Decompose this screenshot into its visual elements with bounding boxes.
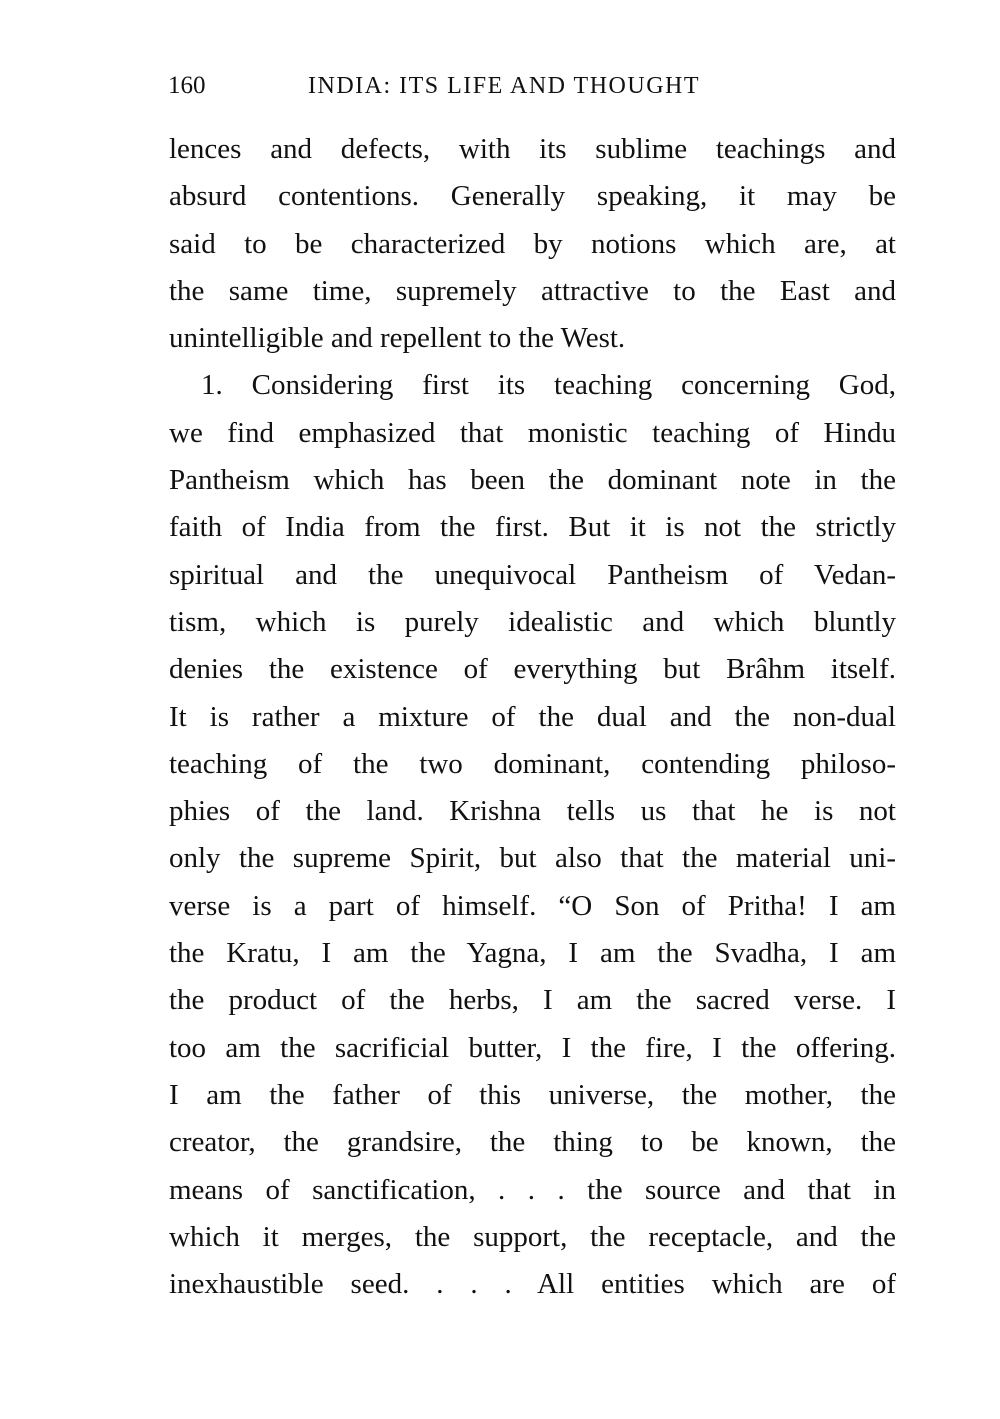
paragraph-continuation <box>169 126 896 362</box>
page-header <box>168 70 728 102</box>
text-line: absurd contentions. Generally speaking, it may be <box>169 180 896 213</box>
text-line: faith of India from the first. But it is not the strictly <box>169 511 896 544</box>
text-line: said to be characterized by notions which are, at <box>169 227 896 260</box>
text-line: we find emphasized that monistic teaching of Hindu <box>169 416 896 449</box>
text-line: denies the existence of everything but Brâhm itself. <box>169 653 896 686</box>
text-line: the Kratu, I am the Yagna, I am the Svadha, I am <box>169 937 896 970</box>
text-line: 1. Considering first its teaching concerning God, <box>201 369 896 402</box>
text-line: spiritual and the unequivocal Pantheism of Vedan- <box>169 558 896 591</box>
page-number: 160 <box>168 72 206 99</box>
text-line: Pantheism which has been the dominant note in the <box>169 464 896 497</box>
text-line: the same time, supremely attractive to the East and <box>169 274 896 307</box>
text-line: lences and defects, with its sublime teachings and <box>169 133 896 165</box>
text-line: too am the sacrificial butter, I the fire, I the offering. <box>169 1031 896 1064</box>
running-title: INDIA: ITS LIFE AND THOUGHT <box>308 73 701 99</box>
text-line: It is rather a mixture of the dual and the non-dual <box>169 700 896 733</box>
text-line: means of sanctification, . . . the source and that in <box>169 1173 896 1206</box>
text-line: creator, the grandsire, the thing to be known, the <box>169 1126 896 1159</box>
paragraph-section-1 <box>169 362 896 1308</box>
body-text <box>169 126 896 1308</box>
text-line: the product of the herbs, I am the sacred verse. I <box>169 984 896 1017</box>
text-line: tism, which is purely idealistic and which bluntly <box>169 605 896 638</box>
text-line: inexhaustible seed. . . . All entities which are of <box>169 1268 896 1301</box>
text-line: verse is a part of himself. “O Son of Pritha! I am <box>169 889 896 922</box>
text-line: which it merges, the support, the receptacle, and the <box>169 1220 896 1253</box>
text-line: phies of the land. Krishna tells us that he is not <box>169 795 896 828</box>
text-line: only the supreme Spirit, but also that the material uni- <box>169 842 896 875</box>
text-line: unintelligible and repellent to the West. <box>169 322 626 355</box>
text-line: teaching of the two dominant, contending philoso- <box>169 747 896 780</box>
text-line: I am the father of this universe, the mother, the <box>169 1078 896 1111</box>
